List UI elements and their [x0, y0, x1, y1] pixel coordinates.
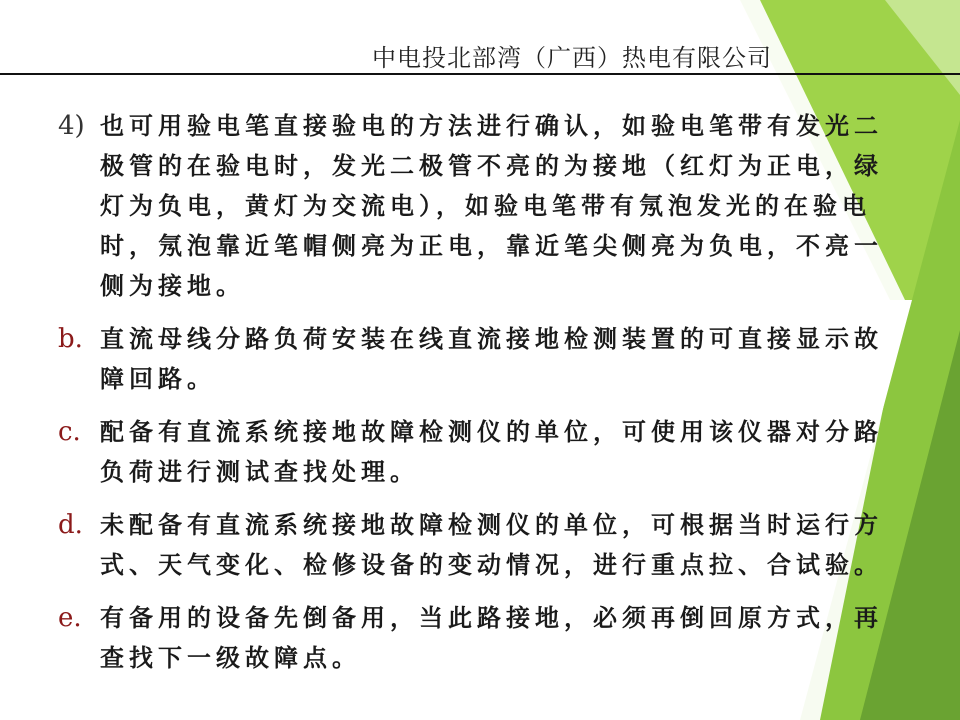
list-marker: c. — [58, 417, 81, 447]
header-divider — [0, 73, 960, 75]
content-list — [58, 106, 908, 691]
list-marker: d. — [58, 510, 83, 540]
list-item — [58, 319, 908, 399]
list-item-text: 也可用验电笔直接验电的方法进行确认，如验电笔带有发光二极管的在验电时，发光二极管不亮的为接地（红灯为正电，绿灯为负电，黄灯为交流电），如验电笔带有氖泡发光的在验电时，氖泡靠近笔帽侧亮为正电，靠近笔尖侧亮为负电，不亮一侧为接地。 — [100, 111, 883, 300]
list-item — [58, 106, 908, 306]
list-marker: e. — [58, 603, 82, 633]
list-item-text: 配备有直流系统接地故障检测仪的单位，可使用该仪器对分路负荷进行测试查找处理。 — [100, 417, 883, 486]
list-item-text: 未配备有直流系统接地故障检测仪的单位，可根据当时运行方式、天气变化、检修设备的变动情况，进行重点拉、合试验。 — [100, 510, 883, 579]
list-item — [58, 412, 908, 492]
list-item — [58, 598, 908, 678]
list-item-text: 直流母线分路负荷安装在线直流接地检测装置的可直接显示故障回路。 — [100, 324, 883, 393]
company-title: 中电投北部湾（广西）热电有限公司 — [372, 44, 772, 72]
list-marker: b. — [58, 324, 83, 354]
list-marker: 4) — [58, 111, 85, 141]
list-item-text: 有备用的设备先倒备用，当此路接地，必须再倒回原方式，再查找下一级故障点。 — [100, 603, 883, 672]
list-item — [58, 505, 908, 585]
